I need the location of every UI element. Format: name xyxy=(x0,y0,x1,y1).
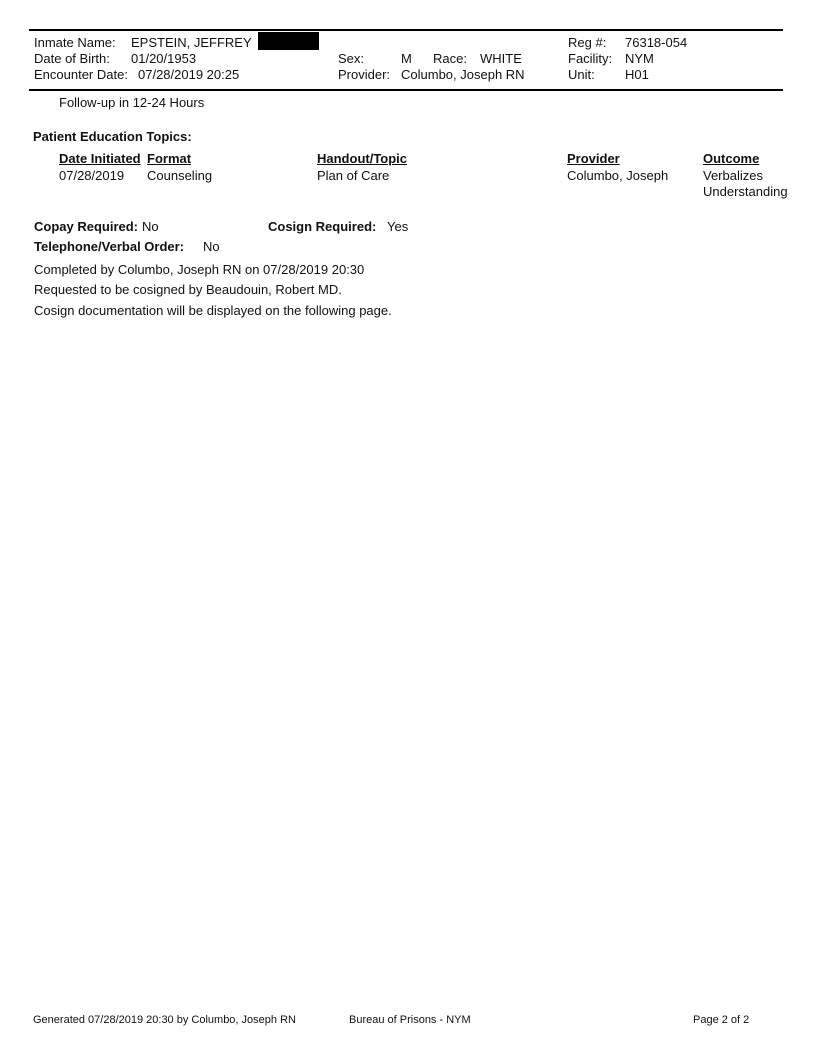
telephone-order-value: No xyxy=(203,239,220,254)
header-top-rule xyxy=(29,29,783,31)
row-outcome-line1: Verbalizes xyxy=(703,168,763,183)
education-title: Patient Education Topics: xyxy=(33,129,192,144)
race-label: Race: xyxy=(433,51,467,66)
provider-label: Provider: xyxy=(338,67,391,82)
cosign-label: Cosign Required: xyxy=(268,219,377,234)
requested-cosign: Requested to be cosigned by Beaudouin, Robert MD. xyxy=(34,282,342,297)
row-handout-topic: Plan of Care xyxy=(317,168,390,183)
facility-label: Facility: xyxy=(568,51,613,66)
footer-agency: Bureau of Prisons - NYM xyxy=(349,1014,471,1026)
dob-value: 01/20/1953 xyxy=(131,51,197,66)
encounter-date-label: Encounter Date: xyxy=(34,67,128,82)
cosign-note: Cosign documentation will be displayed on the following page. xyxy=(34,303,392,318)
copay-value: No xyxy=(142,219,159,234)
provider-value: Columbo, Joseph RN xyxy=(401,67,525,82)
col-handout-topic: Handout/Topic xyxy=(317,151,408,166)
cosign-value: Yes xyxy=(387,219,409,234)
race-value: WHITE xyxy=(480,51,522,66)
col-format: Format xyxy=(147,151,192,166)
row-date-initiated: 07/28/2019 xyxy=(59,168,125,183)
row-outcome-line2: Understanding xyxy=(703,184,788,199)
telephone-order-label: Telephone/Verbal Order: xyxy=(34,239,185,254)
copay-label: Copay Required: xyxy=(34,219,139,234)
sex-label: Sex: xyxy=(338,51,365,66)
dob-label: Date of Birth: xyxy=(34,51,110,66)
inmate-name-label: Inmate Name: xyxy=(34,35,116,50)
col-outcome: Outcome xyxy=(703,151,760,166)
completed-by: Completed by Columbo, Joseph RN on 07/28/2019 20:30 xyxy=(34,262,365,277)
inmate-name: EPSTEIN, JEFFREY xyxy=(131,35,252,50)
unit-value: H01 xyxy=(625,67,649,82)
row-format: Counseling xyxy=(147,168,213,183)
col-provider: Provider xyxy=(567,151,620,166)
row-provider: Columbo, Joseph xyxy=(567,168,669,183)
sex-value: M xyxy=(401,51,412,66)
header-bottom-rule xyxy=(29,89,783,91)
redaction-box xyxy=(258,32,319,50)
unit-label: Unit: xyxy=(568,67,595,82)
footer-page-number: Page 2 of 2 xyxy=(693,1014,750,1026)
footer-generated: Generated 07/28/2019 20:30 by Columbo, Joseph RN xyxy=(33,1014,296,1026)
reg-label: Reg #: xyxy=(568,35,607,50)
col-date-initiated: Date Initiated xyxy=(59,151,141,166)
facility-value: NYM xyxy=(625,51,654,66)
encounter-date-value: 07/28/2019 20:25 xyxy=(138,67,240,82)
reg-value: 76318-054 xyxy=(625,35,688,50)
followup-text: Follow-up in 12-24 Hours xyxy=(59,95,205,110)
